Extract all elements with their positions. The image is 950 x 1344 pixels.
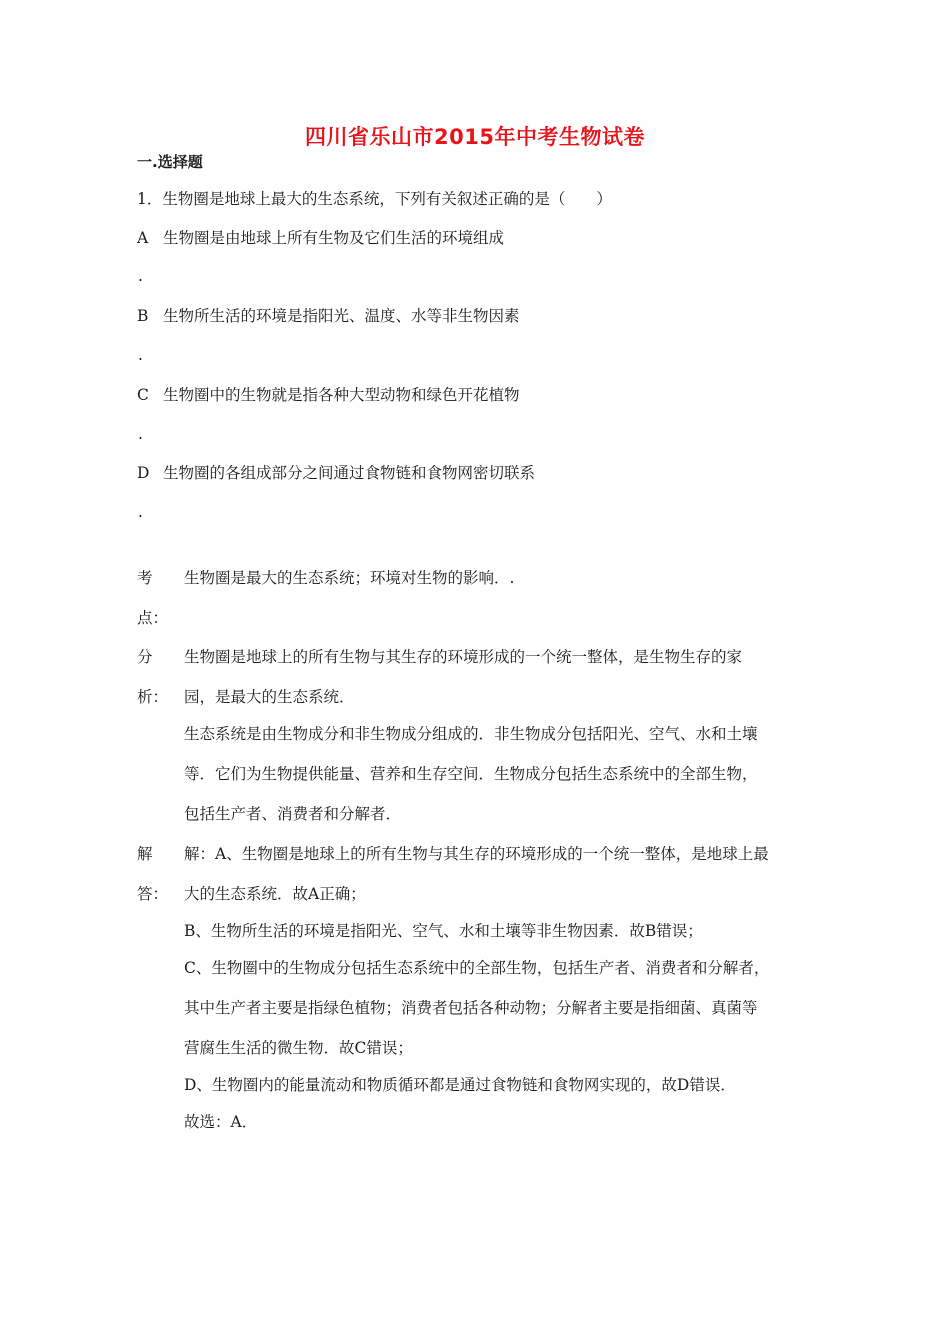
jieda-line: 解：A、生物圈是地球上的所有生物与其生存的环境形成的一个统一整体，是地球上最 <box>184 845 769 863</box>
fenxi-line: 等．它们为生物提供能量、营养和生存空间．生物成分包括生态系统中的全部生物， <box>184 765 758 783</box>
option-c <box>137 383 520 405</box>
option-text: 生物圈的各组成部分之间通过食物链和食物网密切联系 <box>163 464 536 482</box>
jieda-line: D、生物圈内的能量流动和物质循环都是通过食物链和食物网实现的，故D错误． <box>184 1076 736 1094</box>
page-title: 四川省乐山市2015年中考生物试卷 <box>305 125 645 149</box>
option-text: 生物圈中的生物就是指各种大型动物和绿色开花植物 <box>163 386 520 404</box>
jieda-line: 故选：A． <box>184 1113 258 1131</box>
option-dot: . <box>138 425 143 443</box>
fenxi-label-2: 析： <box>137 688 169 706</box>
option-dot: . <box>138 503 143 521</box>
kaodian-text: 生物圈是最大的生态系统；环境对生物的影响．. <box>184 569 515 587</box>
fenxi-label-1: 分 <box>137 648 153 666</box>
option-b <box>137 304 520 326</box>
option-dot: . <box>138 267 143 285</box>
jieda-line: 大的生态系统．故A正确； <box>184 885 366 903</box>
option-d <box>137 461 535 483</box>
jieda-label-1: 解 <box>137 845 153 863</box>
section-heading: 一.选择题 <box>137 153 203 171</box>
kaodian-label-2: 点： <box>137 609 169 627</box>
fenxi-line: 包括生产者、消费者和分解者． <box>184 805 402 823</box>
option-text: 生物圈是由地球上所有生物及它们生活的环境组成 <box>163 229 505 247</box>
jieda-line: B、生物所生活的环境是指阳光、空气、水和土壤等非生物因素．故B错误； <box>184 922 703 940</box>
option-text: 生物所生活的环境是指阳光、温度、水等非生物因素 <box>163 307 520 325</box>
fenxi-line: 生态系统是由生物成分和非生物成分组成的．非生物成分包括阳光、空气、水和土壤 <box>184 725 758 743</box>
option-letter: C <box>137 386 149 404</box>
kaodian-label-1: 考 <box>137 569 153 587</box>
option-letter: D <box>137 464 150 482</box>
question-stem: 1．生物圈是地球上最大的生态系统，下列有关叙述正确的是（ ） <box>137 190 612 208</box>
jieda-line: 营腐生生活的微生物．故C错误； <box>184 1039 413 1057</box>
fenxi-line: 园，是最大的生态系统． <box>184 688 355 706</box>
option-a <box>137 226 504 248</box>
jieda-line: 其中生产者主要是指绿色植物；消费者包括各种动物；分解者主要是指细菌、真菌等 <box>184 999 758 1017</box>
jieda-label-2: 答： <box>137 885 169 903</box>
option-letter: B <box>137 307 149 325</box>
fenxi-line: 生物圈是地球上的所有生物与其生存的环境形成的一个统一整体，是生物生存的家 <box>184 648 743 666</box>
jieda-line: C、生物圈中的生物成分包括生态系统中的全部生物，包括生产者、消费者和分解者， <box>184 959 770 977</box>
option-letter: A <box>137 229 149 247</box>
option-dot: . <box>138 346 143 364</box>
